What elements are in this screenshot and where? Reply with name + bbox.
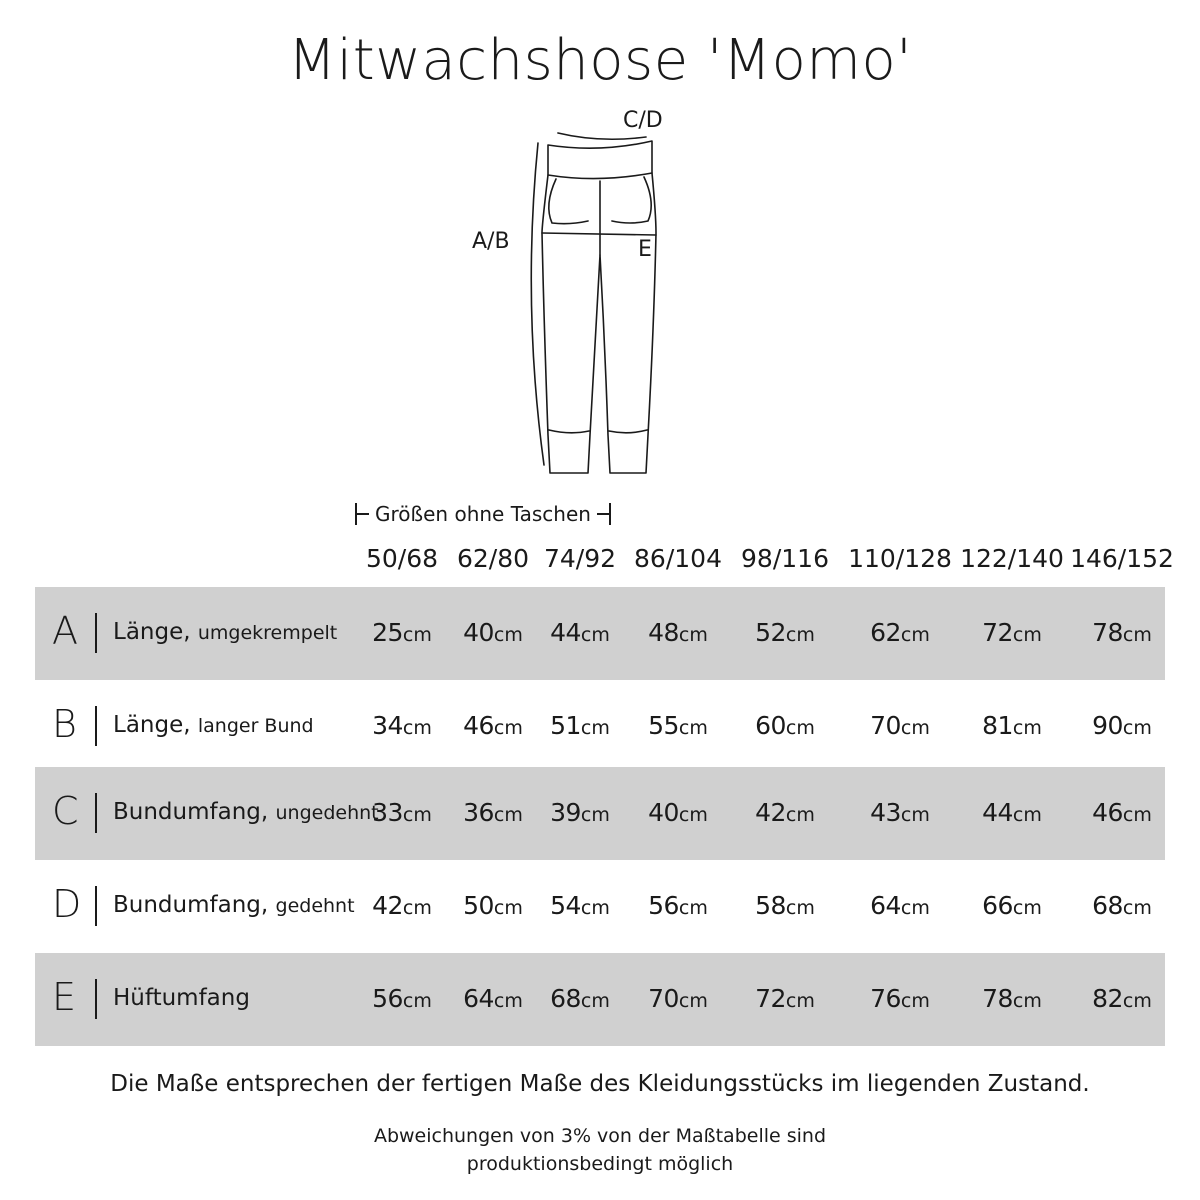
table-cell — [982, 891, 1042, 920]
size-header: 98/116 — [741, 544, 829, 573]
cell-value: 46 — [463, 711, 494, 740]
size-header: 62/80 — [456, 544, 530, 573]
row-letter: B — [52, 702, 77, 746]
cell-unit: cm — [1012, 624, 1042, 646]
row-label-main: Länge, — [113, 712, 191, 738]
cell-value: 90 — [1092, 711, 1123, 740]
table-cell — [648, 711, 708, 740]
cell-value: 78 — [982, 984, 1013, 1013]
cell-value: 82 — [1092, 984, 1123, 1013]
table-cell — [648, 984, 708, 1013]
cell-unit: cm — [580, 897, 610, 919]
row-label — [113, 985, 250, 1011]
cell-value: 40 — [648, 798, 679, 827]
table-cell — [463, 891, 523, 920]
cell-value: 34 — [372, 711, 403, 740]
row-label-sub: langer Bund — [197, 715, 314, 737]
cell-value: 68 — [1092, 891, 1123, 920]
table-cell — [1092, 984, 1152, 1013]
size-header: 50/68 — [365, 544, 439, 573]
table-row — [35, 767, 1165, 860]
footer-disclaimer — [0, 1122, 1200, 1178]
cell-unit: cm — [493, 897, 523, 919]
table-cell — [550, 984, 610, 1013]
table-cell — [372, 891, 432, 920]
cell-value: 76 — [870, 984, 901, 1013]
row-divider — [95, 979, 97, 1019]
table-cell — [648, 891, 708, 920]
cell-value: 70 — [870, 711, 901, 740]
table-cell — [648, 798, 708, 827]
table-row — [35, 953, 1165, 1046]
cell-value: 68 — [550, 984, 581, 1013]
cell-unit: cm — [678, 990, 708, 1012]
table-cell — [550, 891, 610, 920]
table-cell — [870, 891, 930, 920]
label-e: E — [638, 237, 652, 262]
label-ab: A/B — [472, 229, 510, 254]
table-cell — [463, 984, 523, 1013]
row-label-sub: umgekrempelt — [197, 622, 338, 644]
cell-unit: cm — [1122, 804, 1152, 826]
row-label — [113, 799, 379, 825]
size-header: 122/140 — [960, 544, 1064, 573]
cell-unit: cm — [1012, 804, 1042, 826]
table-cell — [982, 984, 1042, 1013]
row-label — [113, 619, 337, 645]
table-cell — [755, 711, 815, 740]
row-label — [113, 712, 314, 738]
cell-unit: cm — [1122, 717, 1152, 739]
table-cell — [755, 984, 815, 1013]
cell-value: 44 — [982, 798, 1013, 827]
pants-outline-illustration — [460, 105, 720, 495]
footer-note: Die Maße entsprechen der fertigen Maße des Kleidungsstücks im liegenden Zustand. — [110, 1071, 1090, 1097]
cell-value: 62 — [870, 618, 901, 647]
table-cell — [755, 891, 815, 920]
cell-value: 25 — [372, 618, 403, 647]
cell-unit: cm — [1012, 897, 1042, 919]
table-cell — [463, 798, 523, 827]
cell-value: 72 — [982, 618, 1013, 647]
row-label-main: Bundumfang, — [113, 799, 269, 825]
row-letter: D — [52, 882, 82, 926]
table-cell — [372, 798, 432, 827]
size-header: 146/152 — [1070, 544, 1174, 573]
table-cell — [648, 618, 708, 647]
cell-value: 40 — [463, 618, 494, 647]
cell-value: 33 — [372, 798, 403, 827]
cell-value: 60 — [755, 711, 786, 740]
table-cell — [550, 618, 610, 647]
cell-unit: cm — [785, 897, 815, 919]
row-letter: E — [52, 975, 77, 1019]
cell-value: 50 — [463, 891, 494, 920]
cell-value: 42 — [372, 891, 403, 920]
table-cell — [1092, 711, 1152, 740]
footer-disclaimer-line1: Abweichungen von 3% von der Maßtabelle sind — [373, 1125, 827, 1147]
cell-value: 44 — [550, 618, 581, 647]
cell-value: 55 — [648, 711, 679, 740]
cell-value: 52 — [755, 618, 786, 647]
cell-unit: cm — [900, 717, 930, 739]
cell-value: 54 — [550, 891, 581, 920]
cell-unit: cm — [785, 804, 815, 826]
cell-unit: cm — [678, 717, 708, 739]
row-label-sub: ungedehnt — [275, 802, 379, 824]
cell-value: 56 — [648, 891, 679, 920]
table-cell — [463, 711, 523, 740]
table-cell — [755, 798, 815, 827]
cell-unit: cm — [900, 804, 930, 826]
cell-unit: cm — [580, 624, 610, 646]
cell-value: 78 — [1092, 618, 1123, 647]
row-label — [113, 892, 355, 918]
cell-unit: cm — [678, 624, 708, 646]
row-label-main: Hüftumfang — [113, 985, 250, 1011]
row-label-sub: gedehnt — [275, 895, 355, 917]
cell-value: 43 — [870, 798, 901, 827]
cell-unit: cm — [785, 990, 815, 1012]
table-cell — [982, 711, 1042, 740]
cell-value: 81 — [982, 711, 1013, 740]
table-cell — [870, 984, 930, 1013]
size-header-row — [0, 544, 1200, 580]
label-cd: C/D — [623, 108, 663, 133]
cell-unit: cm — [402, 717, 432, 739]
row-letter: C — [52, 789, 79, 833]
table-cell — [1092, 618, 1152, 647]
size-header: 74/92 — [543, 544, 617, 573]
row-divider — [95, 613, 97, 653]
row-divider — [95, 886, 97, 926]
row-label-main: Bundumfang, — [113, 892, 269, 918]
cell-unit: cm — [493, 804, 523, 826]
cell-unit: cm — [402, 804, 432, 826]
table-row — [35, 680, 1165, 773]
row-divider — [95, 706, 97, 746]
sizes-note — [355, 502, 611, 526]
cell-unit: cm — [1122, 897, 1152, 919]
table-cell — [982, 798, 1042, 827]
bracket-right-icon — [597, 503, 611, 525]
table-row — [35, 860, 1165, 953]
cell-unit: cm — [900, 897, 930, 919]
cell-unit: cm — [900, 624, 930, 646]
cell-value: 42 — [755, 798, 786, 827]
table-cell — [372, 984, 432, 1013]
row-divider — [95, 793, 97, 833]
cell-unit: cm — [580, 717, 610, 739]
pants-diagram — [460, 105, 720, 495]
cell-unit: cm — [402, 897, 432, 919]
bracket-left-icon — [355, 503, 369, 525]
cell-unit: cm — [402, 990, 432, 1012]
table-cell — [870, 798, 930, 827]
cell-unit: cm — [1012, 717, 1042, 739]
footer-disclaimer-line2: produktionsbedingt möglich — [466, 1153, 734, 1175]
table-cell — [982, 618, 1042, 647]
cell-unit: cm — [1122, 624, 1152, 646]
cell-unit: cm — [678, 897, 708, 919]
table-cell — [463, 618, 523, 647]
sizes-note-text: Größen ohne Taschen — [375, 502, 591, 526]
table-cell — [1092, 891, 1152, 920]
cell-unit: cm — [580, 804, 610, 826]
cell-value: 36 — [463, 798, 494, 827]
size-header: 110/128 — [848, 544, 952, 573]
cell-value: 58 — [755, 891, 786, 920]
table-cell — [372, 711, 432, 740]
cell-value: 51 — [550, 711, 581, 740]
cell-unit: cm — [493, 624, 523, 646]
cell-unit: cm — [785, 717, 815, 739]
table-cell — [870, 711, 930, 740]
cell-unit: cm — [1122, 990, 1152, 1012]
cell-unit: cm — [493, 990, 523, 1012]
row-label-main: Länge, — [113, 619, 191, 645]
cell-unit: cm — [402, 624, 432, 646]
cell-unit: cm — [580, 990, 610, 1012]
cell-value: 39 — [550, 798, 581, 827]
cell-value: 66 — [982, 891, 1013, 920]
cell-unit: cm — [493, 717, 523, 739]
table-cell — [550, 798, 610, 827]
cell-value: 56 — [372, 984, 403, 1013]
cell-unit: cm — [678, 804, 708, 826]
cell-value: 72 — [755, 984, 786, 1013]
cell-value: 70 — [648, 984, 679, 1013]
cell-unit: cm — [785, 624, 815, 646]
table-row — [35, 587, 1165, 680]
cell-value: 64 — [870, 891, 901, 920]
row-letter: A — [52, 609, 78, 653]
cell-value: 46 — [1092, 798, 1123, 827]
cell-value: 48 — [648, 618, 679, 647]
cell-value: 64 — [463, 984, 494, 1013]
page-title: Mitwachshose 'Momo' — [287, 28, 913, 93]
table-cell — [870, 618, 930, 647]
cell-unit: cm — [900, 990, 930, 1012]
table-cell — [755, 618, 815, 647]
table-cell — [1092, 798, 1152, 827]
table-cell — [550, 711, 610, 740]
size-header: 86/104 — [634, 544, 722, 573]
cell-unit: cm — [1012, 990, 1042, 1012]
table-cell — [372, 618, 432, 647]
